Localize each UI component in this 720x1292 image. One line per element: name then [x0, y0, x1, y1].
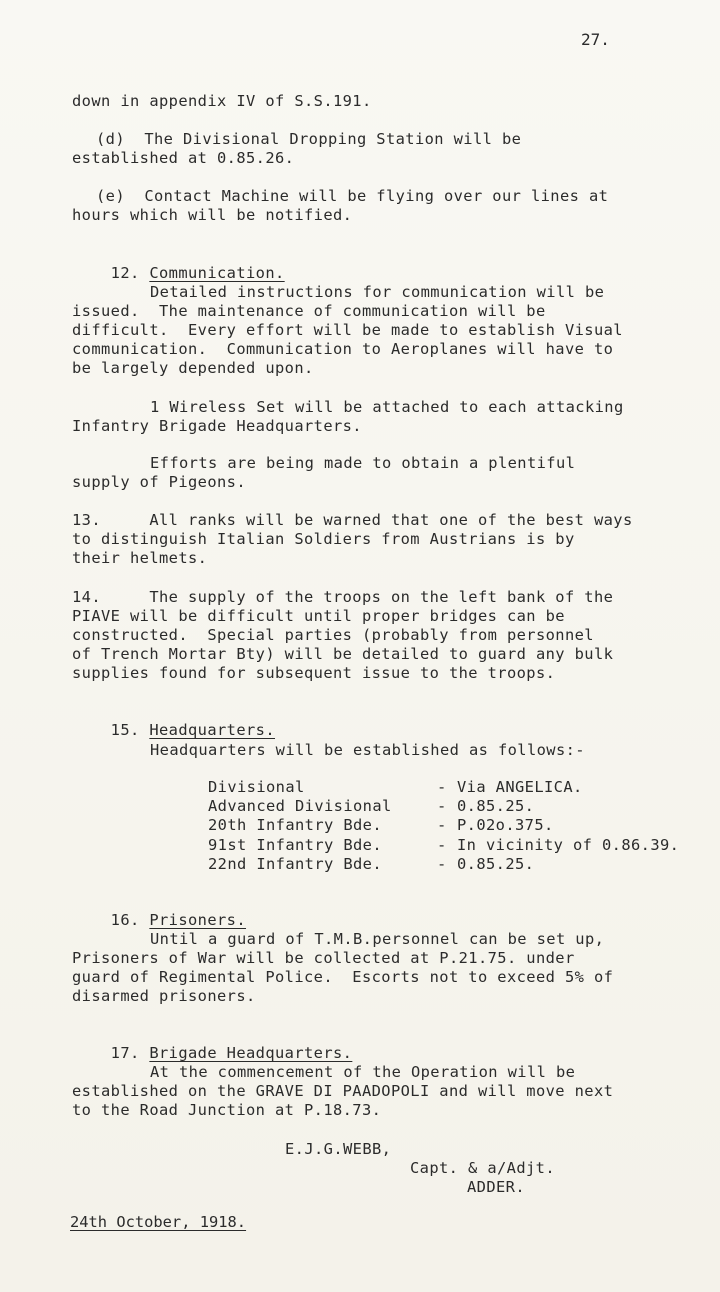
section-title: Communication.	[149, 264, 285, 282]
sec12-p3-line: Efforts are being made to obtain a plentiful	[150, 454, 576, 472]
section-number: 12.	[110, 264, 140, 282]
sec12-p1-line: Detailed instructions for communication will be	[150, 283, 605, 301]
document-date: 24th October, 1918.	[70, 1213, 247, 1231]
hq-row-name: Advanced Divisional	[208, 797, 392, 815]
sec12-p1-line: be largely depended upon.	[72, 359, 314, 377]
section-number: 17.	[110, 1044, 140, 1062]
hq-row-dash: -	[437, 855, 447, 873]
hq-row-location: Via ANGELICA.	[457, 778, 583, 796]
para-e-line: (e) Contact Machine will be flying over our lines at	[96, 187, 609, 205]
section-title: Headquarters.	[149, 721, 276, 739]
hq-row-location: 0.85.25.	[457, 855, 535, 873]
section-title: Brigade Headquarters.	[149, 1044, 353, 1062]
sec14-line: of Trench Mortar Bty) will be detailed to guard any bulk	[72, 645, 614, 663]
sec14-line: 14. The supply of the troops on the left bank of the	[72, 588, 614, 606]
hq-row-dash: -	[437, 836, 447, 854]
sec17-line: to the Road Junction at P.18.73.	[72, 1101, 382, 1119]
hq-row-name: 20th Infantry Bde.	[208, 816, 382, 834]
sec14-line: PIAVE will be difficult until proper bridges can be	[72, 607, 565, 625]
hq-row-dash: -	[437, 797, 447, 815]
sec13-line: 13. All ranks will be warned that one of the best ways	[72, 511, 633, 529]
signature-unit: ADDER.	[467, 1178, 525, 1196]
sec12-p1-line: communication. Communication to Aeroplanes will have to	[72, 340, 614, 358]
sec12-p3-line: supply of Pigeons.	[72, 473, 246, 491]
sec17-line: At the commencement of the Operation will be	[150, 1063, 576, 1081]
hq-row-dash: -	[437, 778, 447, 796]
section-number: 16.	[110, 911, 140, 929]
para-d-line: established at 0.85.26.	[72, 149, 295, 167]
sec12-p2-line: Infantry Brigade Headquarters.	[72, 417, 362, 435]
hq-row-dash: -	[437, 816, 447, 834]
hq-row-location: In vicinity of 0.86.39.	[457, 836, 680, 854]
hq-row-location: P.02o.375.	[457, 816, 554, 834]
sec16-line: guard of Regimental Police. Escorts not to exceed 5% of	[72, 968, 614, 986]
sec13-line: to distinguish Italian Soldiers from Austrians is by	[72, 530, 575, 548]
sec12-p1-line: issued. The maintenance of communication will be	[72, 302, 546, 320]
hq-row-location: 0.85.25.	[457, 797, 535, 815]
section-title: Prisoners.	[149, 911, 247, 929]
sec16-line: Prisoners of War will be collected at P.21.75. under	[72, 949, 575, 967]
intro-line: down in appendix IV of S.S.191.	[72, 92, 372, 110]
para-d-line: (d) The Divisional Dropping Station will be	[96, 130, 522, 148]
signature-rank: Capt. & a/Adjt.	[410, 1159, 555, 1177]
sec14-line: supplies found for subsequent issue to the troops.	[72, 664, 556, 682]
sec17-line: established on the GRAVE DI PAADOPOLI and will move next	[72, 1082, 614, 1100]
signature-name: E.J.G.WEBB,	[285, 1140, 392, 1158]
para-e-line: hours which will be notified.	[72, 206, 353, 224]
sec12-p1-line: difficult. Every effort will be made to establish Visual	[72, 321, 623, 339]
sec13-line: their helmets.	[72, 549, 208, 567]
hq-row-name: 22nd Infantry Bde.	[208, 855, 382, 873]
sec16-line: disarmed prisoners.	[72, 987, 256, 1005]
page-number: 27.	[581, 30, 610, 49]
section-number: 15.	[110, 721, 140, 739]
sec15-intro: Headquarters will be established as follows:-	[150, 741, 585, 759]
hq-row-name: Divisional	[208, 778, 305, 796]
hq-row-name: 91st Infantry Bde.	[208, 836, 382, 854]
sec12-p2-line: 1 Wireless Set will be attached to each attacking	[150, 398, 624, 416]
sec16-line: Until a guard of T.M.B.personnel can be set up,	[150, 930, 605, 948]
sec14-line: constructed. Special parties (probably from personnel	[72, 626, 594, 644]
